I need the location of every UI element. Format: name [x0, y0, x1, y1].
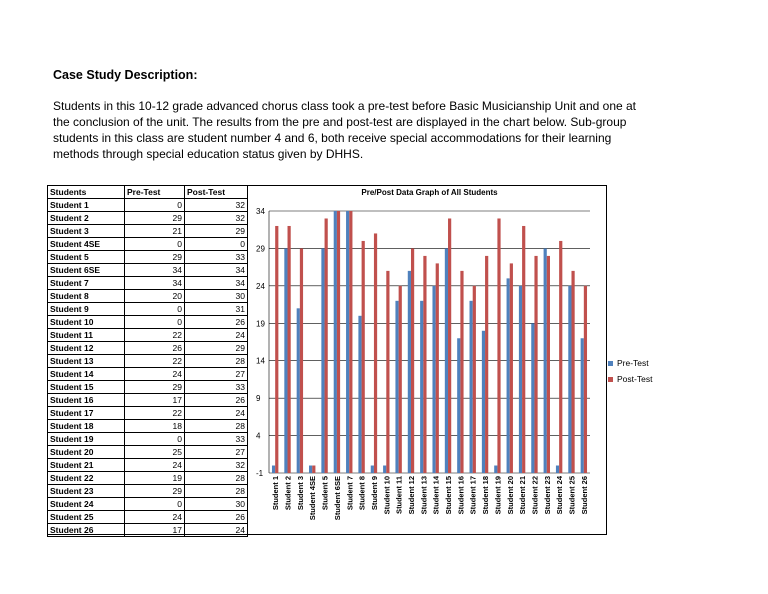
- pre-score-cell: 34: [125, 264, 185, 277]
- table-row: [48, 368, 248, 381]
- y-tick-label: 34: [256, 207, 265, 216]
- bar-post-test: [337, 211, 340, 473]
- bar-pre-test: [544, 248, 547, 473]
- bar-pre-test: [272, 466, 275, 473]
- bar-pre-test: [519, 286, 522, 473]
- post-score-cell: 31: [185, 303, 248, 316]
- post-score-cell: 32: [185, 459, 248, 472]
- x-tick-label: Student 3: [295, 476, 305, 511]
- table-row: [48, 316, 248, 329]
- bar-post-test: [584, 286, 587, 473]
- post-score-cell: 28: [185, 472, 248, 485]
- bar-post-test: [534, 256, 537, 473]
- table-row: [48, 199, 248, 212]
- bar-pre-test: [494, 466, 497, 473]
- bar-post-test: [349, 211, 352, 473]
- x-tick-label: Student 26: [579, 476, 589, 515]
- bar-post-test: [386, 271, 389, 473]
- post-score-cell: 26: [185, 394, 248, 407]
- x-tick-label: Student 13: [419, 476, 429, 515]
- student-name-cell: Student 18: [48, 420, 125, 433]
- bar-pre-test: [309, 466, 312, 473]
- student-name-cell: Student 4SE: [48, 238, 125, 251]
- table-row: [48, 212, 248, 225]
- y-tick-label: 9: [256, 394, 261, 404]
- table-row: [48, 433, 248, 446]
- bar-pre-test: [297, 308, 300, 473]
- pre-score-cell: 22: [125, 407, 185, 420]
- bar-pre-test: [531, 323, 534, 473]
- x-tick-label: Student 15: [444, 476, 454, 515]
- post-score-cell: 29: [185, 225, 248, 238]
- pre-score-cell: 18: [125, 420, 185, 433]
- bar-post-test: [300, 248, 303, 473]
- post-score-cell: 33: [185, 433, 248, 446]
- student-name-cell: Student 3: [48, 225, 125, 238]
- case-study-description: Students in this 10-12 grade advanced chorus class took a pre-test before Basic Musicianship Unit and one at the conclusion of the unit. The results from the pre and post-test are displayed in the chart below. Sub-group students in this class are student number 4 and 6, both receive special accommodations for their learning methods through special education status given by DHHS.: [53, 99, 637, 161]
- legend-label-post: Post-Test: [617, 374, 653, 384]
- bar-post-test: [275, 226, 278, 473]
- x-tick-label: Student 23: [542, 476, 552, 515]
- bar-pre-test: [284, 248, 287, 473]
- post-score-cell: 24: [185, 524, 248, 537]
- x-tick-label: Student 9: [369, 476, 379, 511]
- student-name-cell: Student 12: [48, 342, 125, 355]
- table-row: [48, 459, 248, 472]
- x-tick-label: Student 4SE: [308, 476, 318, 521]
- student-name-cell: Student 7: [48, 277, 125, 290]
- bar-post-test: [423, 256, 426, 473]
- bar-post-test: [325, 218, 328, 473]
- pre-score-cell: 0: [125, 199, 185, 212]
- pre-score-cell: 25: [125, 446, 185, 459]
- post-score-cell: 32: [185, 212, 248, 225]
- post-score-cell: 33: [185, 381, 248, 394]
- y-tick-label: 24: [256, 281, 265, 291]
- table-row: [48, 342, 248, 355]
- pre-score-cell: 24: [125, 511, 185, 524]
- y-tick-label: 14: [256, 356, 265, 366]
- table-row: [48, 381, 248, 394]
- chart-title: Pre/Post Data Graph of All Students: [361, 188, 498, 197]
- scores-table: [47, 185, 248, 537]
- post-score-cell: 24: [185, 329, 248, 342]
- case-study-heading: Case Study Description:: [53, 68, 198, 82]
- pre-score-cell: 29: [125, 485, 185, 498]
- table-row: [48, 264, 248, 277]
- x-tick-label: Student 6SE: [332, 476, 342, 521]
- x-tick-label: Student 25: [567, 476, 577, 515]
- header-pre-test: Pre-Test: [125, 186, 185, 199]
- post-score-cell: 27: [185, 446, 248, 459]
- table-row: [48, 303, 248, 316]
- header-students: Students: [48, 186, 125, 199]
- pre-score-cell: 0: [125, 433, 185, 446]
- table-row: [48, 277, 248, 290]
- table-row: [48, 290, 248, 303]
- x-tick-label: Student 22: [530, 476, 540, 515]
- pre-score-cell: 26: [125, 342, 185, 355]
- bar-pre-test: [383, 466, 386, 473]
- bar-pre-test: [395, 301, 398, 473]
- x-tick-label: Student 19: [493, 476, 503, 515]
- bar-post-test: [399, 286, 402, 473]
- bar-post-test: [362, 241, 365, 473]
- pre-score-cell: 29: [125, 381, 185, 394]
- y-tick-label: -1: [256, 469, 264, 478]
- legend-label-pre: Pre-Test: [617, 358, 649, 368]
- legend-item-pre: [608, 355, 652, 371]
- table-row: [48, 225, 248, 238]
- pre-score-cell: 21: [125, 225, 185, 238]
- post-score-cell: 26: [185, 511, 248, 524]
- post-score-cell: 28: [185, 485, 248, 498]
- pre-score-cell: 0: [125, 316, 185, 329]
- pre-score-cell: 17: [125, 524, 185, 537]
- bar-pre-test: [432, 286, 435, 473]
- student-name-cell: Student 17: [48, 407, 125, 420]
- bar-post-test: [460, 271, 463, 473]
- legend-swatch-pre: [608, 361, 613, 366]
- x-tick-label: Student 17: [468, 476, 478, 515]
- table-row: [48, 251, 248, 264]
- table-row: [48, 485, 248, 498]
- pre-score-cell: 29: [125, 212, 185, 225]
- y-tick-label: 4: [256, 431, 261, 441]
- bar-post-test: [436, 263, 439, 473]
- student-name-cell: Student 21: [48, 459, 125, 472]
- bar-pre-test: [581, 338, 584, 473]
- bar-pre-test: [556, 466, 559, 473]
- pre-score-cell: 24: [125, 368, 185, 381]
- student-name-cell: Student 5: [48, 251, 125, 264]
- table-row: [48, 511, 248, 524]
- bar-chart: [250, 185, 606, 534]
- header-post-test: Post-Test: [185, 186, 248, 199]
- bar-pre-test: [346, 211, 349, 473]
- student-name-cell: Student 11: [48, 329, 125, 342]
- table-header-row: [48, 186, 248, 199]
- legend-swatch-post: [608, 377, 613, 382]
- x-tick-label: Student 18: [481, 476, 491, 515]
- post-score-cell: 32: [185, 199, 248, 212]
- student-name-cell: Student 9: [48, 303, 125, 316]
- bar-pre-test: [408, 271, 411, 473]
- student-name-cell: Student 22: [48, 472, 125, 485]
- student-name-cell: Student 25: [48, 511, 125, 524]
- post-score-cell: 30: [185, 290, 248, 303]
- student-name-cell: Student 24: [48, 498, 125, 511]
- pre-score-cell: 20: [125, 290, 185, 303]
- bar-post-test: [312, 466, 315, 473]
- bar-pre-test: [445, 248, 448, 473]
- bar-pre-test: [334, 211, 337, 473]
- table-row: [48, 329, 248, 342]
- bar-post-test: [473, 286, 476, 473]
- bar-post-test: [571, 271, 574, 473]
- bar-pre-test: [507, 278, 510, 473]
- bar-pre-test: [358, 316, 361, 473]
- student-name-cell: Student 20: [48, 446, 125, 459]
- table-row: [48, 420, 248, 433]
- student-name-cell: Student 26: [48, 524, 125, 537]
- student-name-cell: Student 2: [48, 212, 125, 225]
- post-score-cell: 30: [185, 498, 248, 511]
- bar-pre-test: [371, 466, 374, 473]
- student-name-cell: Student 23: [48, 485, 125, 498]
- bar-post-test: [497, 218, 500, 473]
- pre-score-cell: 0: [125, 303, 185, 316]
- post-score-cell: 0: [185, 238, 248, 251]
- post-score-cell: 34: [185, 264, 248, 277]
- student-name-cell: Student 1: [48, 199, 125, 212]
- table-row: [48, 446, 248, 459]
- post-score-cell: 27: [185, 368, 248, 381]
- bar-pre-test: [482, 331, 485, 473]
- y-tick-label: 19: [256, 319, 265, 329]
- table-row: [48, 238, 248, 251]
- student-name-cell: Student 19: [48, 433, 125, 446]
- student-name-cell: Student 14: [48, 368, 125, 381]
- bar-pre-test: [321, 248, 324, 473]
- chart-legend: [608, 355, 652, 387]
- post-score-cell: 34: [185, 277, 248, 290]
- table-row: [48, 472, 248, 485]
- post-score-cell: 26: [185, 316, 248, 329]
- post-score-cell: 29: [185, 342, 248, 355]
- table-row: [48, 355, 248, 368]
- pre-score-cell: 22: [125, 355, 185, 368]
- table-row: [48, 498, 248, 511]
- x-tick-label: Student 10: [382, 476, 392, 515]
- pre-score-cell: 34: [125, 277, 185, 290]
- x-tick-label: Student 14: [431, 476, 441, 515]
- pre-score-cell: 22: [125, 329, 185, 342]
- x-tick-label: Student 7: [345, 476, 355, 511]
- table-row: [48, 394, 248, 407]
- pre-score-cell: 0: [125, 498, 185, 511]
- student-name-cell: Student 10: [48, 316, 125, 329]
- student-name-cell: Student 16: [48, 394, 125, 407]
- x-tick-label: Student 21: [518, 476, 528, 515]
- x-tick-label: Student 8: [357, 476, 367, 511]
- pre-score-cell: 0: [125, 238, 185, 251]
- student-name-cell: Student 13: [48, 355, 125, 368]
- student-name-cell: Student 6SE: [48, 264, 125, 277]
- bar-post-test: [559, 241, 562, 473]
- post-score-cell: 28: [185, 420, 248, 433]
- x-tick-label: Student 5: [320, 476, 330, 511]
- bar-post-test: [510, 263, 513, 473]
- pre-score-cell: 29: [125, 251, 185, 264]
- x-tick-label: Student 1: [271, 476, 281, 511]
- x-tick-label: Student 16: [456, 476, 466, 515]
- bar-post-test: [522, 226, 525, 473]
- bar-post-test: [411, 248, 414, 473]
- bar-pre-test: [457, 338, 460, 473]
- bar-pre-test: [470, 301, 473, 473]
- bar-post-test: [374, 233, 377, 473]
- student-name-cell: Student 15: [48, 381, 125, 394]
- legend-item-post: [608, 371, 652, 387]
- post-score-cell: 28: [185, 355, 248, 368]
- table-row: [48, 407, 248, 420]
- bar-post-test: [448, 218, 451, 473]
- bar-post-test: [547, 256, 550, 473]
- bar-pre-test: [420, 301, 423, 473]
- bar-pre-test: [568, 286, 571, 473]
- table-row: [48, 524, 248, 537]
- pre-score-cell: 24: [125, 459, 185, 472]
- post-score-cell: 33: [185, 251, 248, 264]
- x-tick-label: Student 11: [394, 476, 404, 514]
- bar-post-test: [288, 226, 291, 473]
- bar-post-test: [485, 256, 488, 473]
- x-tick-label: Student 12: [406, 476, 416, 515]
- x-tick-label: Student 24: [555, 476, 565, 515]
- pre-score-cell: 17: [125, 394, 185, 407]
- x-tick-label: Student 20: [505, 476, 515, 515]
- student-name-cell: Student 8: [48, 290, 125, 303]
- y-tick-label: 29: [256, 244, 265, 254]
- pre-score-cell: 19: [125, 472, 185, 485]
- post-score-cell: 24: [185, 407, 248, 420]
- x-tick-label: Student 2: [283, 476, 293, 511]
